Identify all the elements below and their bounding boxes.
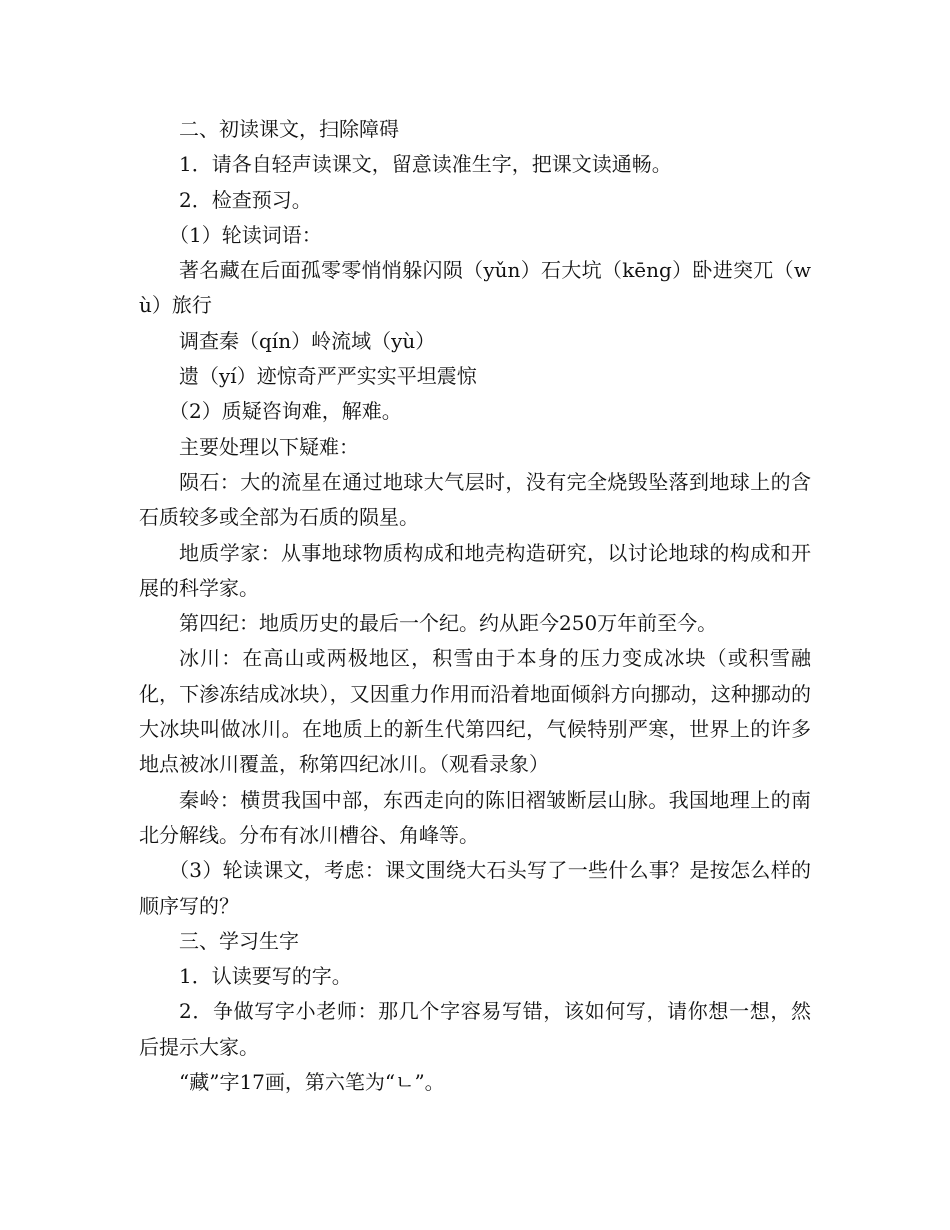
definition-qinling: 秦岭：横贯我国中部，东西走向的陈旧褶皱断层山脉。我国地理上的南北分解线。分布有冰川槽谷、角峰等。 bbox=[139, 787, 811, 847]
definition-glacier: 冰川：在高山或两极地区，积雪由于本身的压力变成冰块（或积雪融化，下渗冻结成冰块），又因重力作用而沿着地面倾斜方向挪动，这种挪动的大冰块叫做冰川。在地质上的新生代第四纪，气候特别严寒，世界上的许多地点被冰川覆盖，称第四纪冰川。（观看录象） bbox=[139, 646, 811, 777]
difficulties-intro: 主要处理以下疑难： bbox=[179, 434, 359, 459]
vocabulary-line-2: 调查秦（qín）岭流域（yù） bbox=[179, 328, 436, 353]
learning-step-2: 2．争做写字小老师：那几个字容易写错，该如何写，请你想一想，然后提示大家。 bbox=[139, 999, 811, 1059]
definition-geologist: 地质学家：从事地球物质构成和地壳构造研究，以讨论地球的构成和开展的科学家。 bbox=[139, 540, 811, 600]
document-body bbox=[139, 112, 811, 1100]
definition-meteorite: 陨石：大的流星在通过地球大气层时，没有完全烧毁坠落到地球上的含石质较多或全部为石质的陨星。 bbox=[139, 469, 811, 530]
sub-step-3: （3）轮读课文，考虑：课文围绕大石头写了一些什么事？是按怎么样的顺序写的？ bbox=[139, 858, 811, 918]
sub-step-1: （1）轮读词语： bbox=[169, 222, 322, 247]
vocabulary-line-1: 著名藏在后面孤零零悄悄躲闪陨（yǔn）石大坑（kēng）卧进突兀（wù）旅行 bbox=[139, 258, 811, 318]
section-heading-2: 二、初读课文，扫除障碍 bbox=[179, 117, 399, 141]
learning-step-1: 1．认读要写的字。 bbox=[179, 964, 352, 989]
character-note: “藏”字17画，第六笔为“ㄴ”。 bbox=[179, 1070, 445, 1095]
instruction-1: 1．请各自轻声读课文，留意读准生字，把课文读通畅。 bbox=[179, 152, 672, 177]
definition-quaternary: 第四纪：地质历史的最后一个纪。约从距今250万年前至今。 bbox=[179, 611, 718, 636]
vocabulary-line-3: 遗（yí）迹惊奇严严实实平坦震惊 bbox=[179, 364, 477, 389]
sub-step-2: （2）质疑咨询难，解难。 bbox=[169, 399, 402, 424]
instruction-2: 2．检查预习。 bbox=[179, 187, 312, 212]
section-heading-3: 三、学习生字 bbox=[179, 928, 299, 953]
